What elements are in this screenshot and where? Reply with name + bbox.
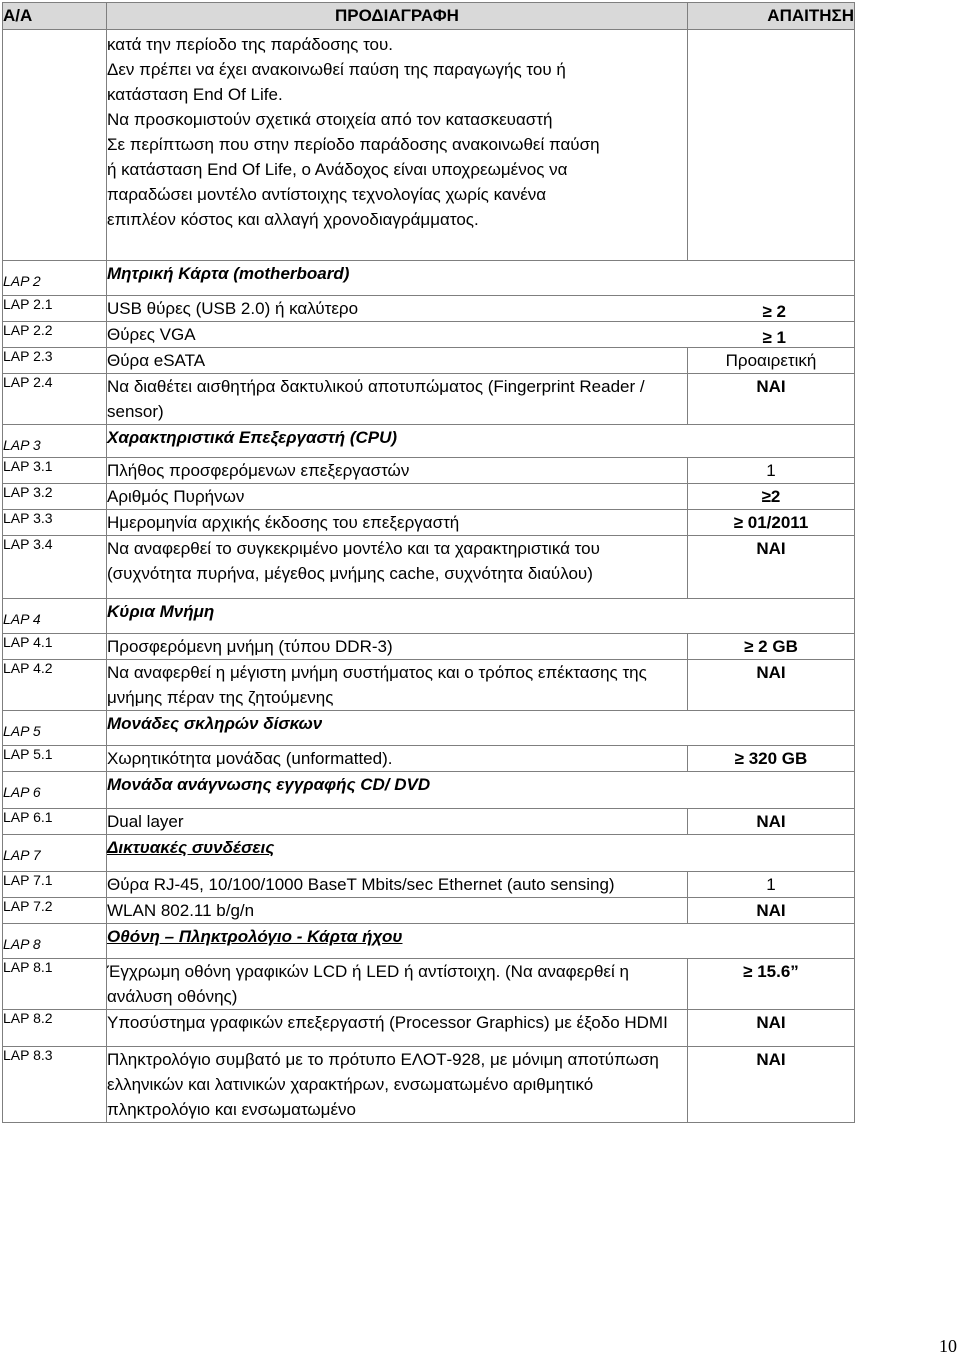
table-row: [3, 296, 855, 322]
section-title: [107, 425, 855, 458]
table-row: [3, 374, 855, 425]
section-title-text: Μονάδες σκληρών δίσκων: [107, 714, 323, 733]
requirement-value: ≥ 01/2011: [688, 510, 855, 536]
section-row: [3, 599, 855, 634]
spec-text: Θύρα RJ-45, 10/100/1000 BaseT Mbits/sec Ethernet (auto sensing): [107, 872, 688, 898]
section-row: [3, 261, 855, 296]
row-id: LAP 2.1: [3, 296, 107, 322]
header-aa: Α/Α: [3, 3, 107, 30]
spec-text: Να διαθέτει αισθητήρα δακτυλικού αποτυπώματος (Fingerprint Reader / sensor): [107, 374, 688, 425]
row-id: LAP 7.1: [3, 872, 107, 898]
row-id: LAP 2: [3, 261, 107, 296]
requirement-value: 1: [688, 458, 855, 484]
header-spec: ΠΡΟΔΙΑΓΡΑΦΗ: [107, 3, 688, 30]
spec-text: USB θύρες (USB 2.0) ή καλύτερο: [107, 299, 359, 318]
spec-text: Dual layer: [107, 809, 688, 835]
section-title: [107, 711, 855, 746]
requirement-value: ≥ 2 GB: [688, 634, 855, 660]
row-id: LAP 3.1: [3, 458, 107, 484]
row-id: LAP 5.1: [3, 746, 107, 772]
section-row: [3, 425, 855, 458]
section-title-text: Χαρακτηριστικά Επεξεργαστή (CPU): [107, 428, 398, 447]
requirement-value: 1: [688, 872, 855, 898]
row-id: LAP 6: [3, 772, 107, 809]
row-id: LAP 5: [3, 711, 107, 746]
spec-text: Θύρα eSATA: [107, 348, 688, 374]
spec-cell: [107, 322, 855, 348]
section-row: [3, 772, 855, 809]
row-id: LAP 2.2: [3, 322, 107, 348]
spec-table: [2, 2, 855, 1123]
row-id: LAP 8: [3, 924, 107, 959]
section-title-text: Κύρια Μνήμη: [107, 602, 215, 621]
spec-text: Θύρες VGA: [107, 325, 196, 344]
row-id: LAP 7: [3, 835, 107, 872]
table-row: [3, 959, 855, 1010]
spec-text: WLAN 802.11 b/g/n: [107, 898, 688, 924]
row-id: LAP 8.3: [3, 1047, 107, 1123]
page-number: 10: [939, 1336, 957, 1356]
table-row: [3, 484, 855, 510]
table-header: [3, 3, 855, 30]
section-title: [107, 772, 855, 809]
row-id: LAP 2.3: [3, 348, 107, 374]
table-row: [3, 898, 855, 924]
requirement-value: ≥ 15.6”: [688, 959, 855, 1010]
requirement-value: Προαιρετική: [688, 348, 855, 374]
row-id: LAP 3.4: [3, 536, 107, 599]
table-row: [3, 536, 855, 599]
spec-text: Χωρητικότητα μονάδας (unformatted).: [107, 746, 688, 772]
spec-text: Πληκτρολόγιο συμβατό με το πρότυπο ΕΛΟΤ-928, με μόνιμη αποτύπωση ελληνικών και λατινικών χαρακτήρων, ενσωματωμένο αριθμητικό πληκτρολόγιο και ενσωματωμένο: [107, 1047, 688, 1123]
requirement-value: ΝΑΙ: [688, 536, 855, 599]
row-id: LAP 8.2: [3, 1010, 107, 1047]
section-title: [107, 924, 855, 959]
row-id: LAP 7.2: [3, 898, 107, 924]
requirement-value: ΝΑΙ: [688, 660, 855, 711]
spec-text: Πλήθος προσφερόμενων επεξεργαστών: [107, 458, 688, 484]
requirement-value: ΝΑΙ: [688, 374, 855, 425]
spec-text: Υποσύστημα γραφικών επεξεργαστή (Processor Graphics) με έξοδο HDMI: [107, 1010, 688, 1047]
requirement-value: ≥ 1: [762, 328, 786, 347]
row-id: LAP 4.2: [3, 660, 107, 711]
requirement-value: ΝΑΙ: [688, 898, 855, 924]
section-title-text: Δικτυακές συνδέσεις: [107, 838, 275, 857]
row-id: LAP 2.4: [3, 374, 107, 425]
table-row: [3, 1047, 855, 1123]
requirement-value: ≥ 2: [762, 302, 786, 321]
row-id: LAP 6.1: [3, 809, 107, 835]
intro-text: κατά την περίοδο της παράδοσης του. Δεν πρέπει να έχει ανακοινωθεί παύση της παραγωγής του ή κατάσταση End Of Life. Να προσκομιστούν σχετικά στοιχεία από τον κατασκευαστή Σε περίπτωση που στην περίοδο παράδοσης ανακοινωθεί παύση ή κατάσταση End Of Life, ο Ανάδοχος είναι υποχρεωμένος να παραδώσει μοντέλο αντίστοιχης τεχνολογίας χωρίς κανένα επιπλέον κόστος και αλλαγή χρονοδιαγράμματος.: [107, 30, 688, 261]
section-row: [3, 711, 855, 746]
table-row: [3, 322, 855, 348]
row-id: LAP 3.3: [3, 510, 107, 536]
table-row: [3, 809, 855, 835]
section-title: [107, 835, 855, 872]
requirement-value: ≥ 320 GB: [688, 746, 855, 772]
row-id: LAP 8.1: [3, 959, 107, 1010]
section-row: [3, 835, 855, 872]
requirement-value: ΝΑΙ: [688, 1047, 855, 1123]
table-row: [3, 746, 855, 772]
row-id: LAP 3: [3, 425, 107, 458]
spec-text: Να αναφερθεί το συγκεκριμένο μοντέλο και τα χαρακτηριστικά του (συχνότητα πυρήνα, μέγεθος μνήμης cache, συχνότητα διαύλου): [107, 536, 688, 599]
section-title: [107, 261, 855, 296]
spec-text: Αριθμός Πυρήνων: [107, 484, 688, 510]
intro-row: [3, 30, 855, 261]
section-row: [3, 924, 855, 959]
row-id: LAP 4: [3, 599, 107, 634]
spec-text: Να αναφερθεί η μέγιστη μνήμη συστήματος και ο τρόπος επέκτασης της μνήμης πέραν της ζητούμενης: [107, 660, 688, 711]
section-title-text: Οθόνη – Πληκτρολόγιο - Κάρτα ήχου: [107, 927, 403, 946]
section-title-text: Μητρική Κάρτα (motherboard): [107, 264, 350, 283]
section-title: [107, 599, 855, 634]
table-row: [3, 510, 855, 536]
requirement-value: ΝΑΙ: [688, 1010, 855, 1047]
table-row: [3, 458, 855, 484]
requirement-value: ≥2: [688, 484, 855, 510]
table-row: [3, 634, 855, 660]
spec-text: Ημερομηνία αρχικής έκδοσης του επεξεργαστή: [107, 510, 688, 536]
table-row: [3, 348, 855, 374]
spec-cell: [107, 296, 855, 322]
spec-text: Έγχρωμη οθόνη γραφικών LCD ή LED ή αντίστοιχη. (Να αναφερθεί η ανάλυση οθόνης): [107, 959, 688, 1010]
header-req: ΑΠΑΙΤΗΣΗ: [688, 3, 855, 30]
row-id: LAP 4.1: [3, 634, 107, 660]
row-id: LAP 3.2: [3, 484, 107, 510]
table-row: [3, 1010, 855, 1047]
table-row: [3, 660, 855, 711]
requirement-value: ΝΑΙ: [688, 809, 855, 835]
table-row: [3, 872, 855, 898]
section-title-text: Μονάδα ανάγνωσης εγγραφής CD/ DVD: [107, 775, 431, 794]
spec-text: Προσφερόμενη μνήμη (τύπου DDR-3): [107, 634, 688, 660]
